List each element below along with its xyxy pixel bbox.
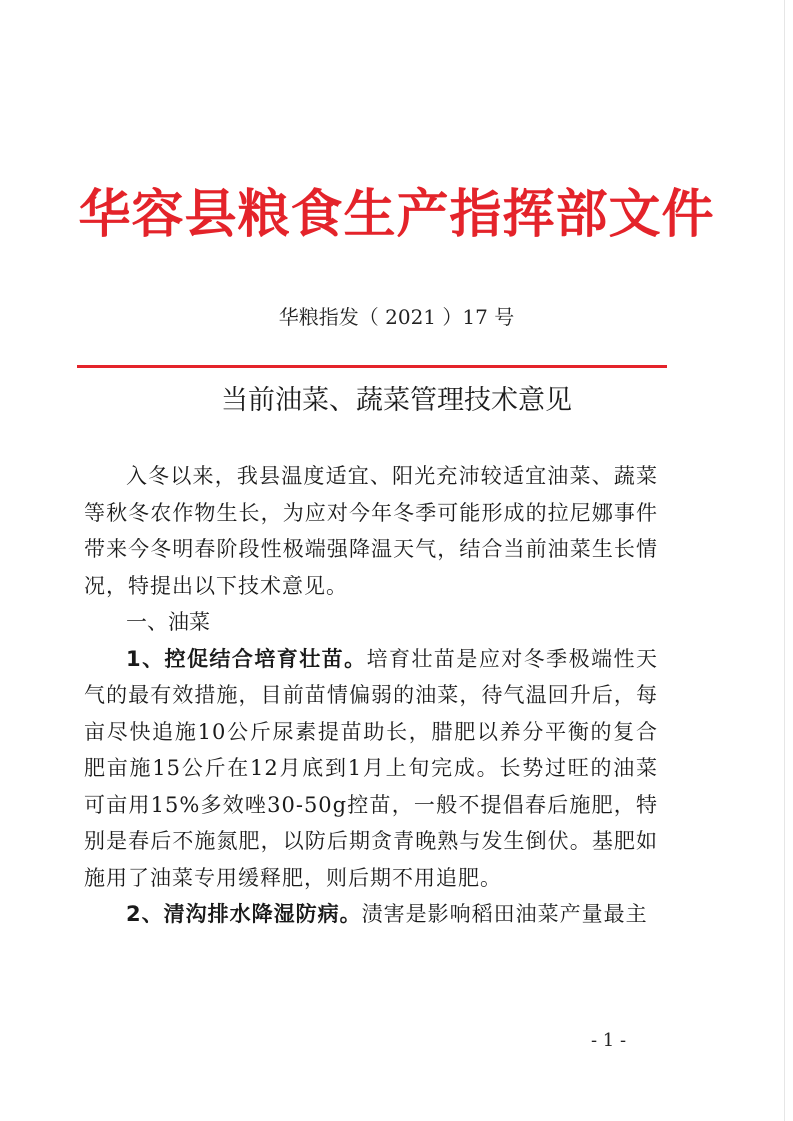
item-2-paragraph [84,896,658,933]
document-body [84,458,658,933]
header-title: 华容县粮食生产指挥部文件 [78,185,715,245]
item-2-heading: 2、清沟排水降湿防病。 [126,902,362,926]
section-heading-rapeseed: 一、油菜 [126,610,210,634]
page-edge-shadow [784,0,785,1121]
document-number: 华粮指发（ 2021 ）17 号 [278,305,515,329]
item-2-text: 渍害是影响稻田油菜产量最主 [361,902,648,926]
item-1-text: 培育壮苗是应对冬季极端性天气的最有效措施，目前苗情偏弱的油菜，待气温回升后，每亩尽快追施10公斤尿素提苗助长，腊肥以养分平衡的复合肥亩施15公斤在12月底到1月上旬完成。长势过旺的油菜可亩用15%多效唑30-50g控苗，一般不提倡春后施肥，特别是春后不施氮肥，以防后期贪青晚熟与发生倒伏。基肥如施用了油菜专用缓释肥，则后期不用追肥。 [84,646,658,890]
document-title: 当前油菜、蔬菜管理技术意见 [221,385,572,416]
item-1-heading: 1、控促结合培育壮苗。 [126,646,367,671]
red-divider-line [77,365,667,368]
item-1-paragraph [84,641,658,897]
intro-paragraph: 入冬以来，我县温度适宜、阳光充沛较适宜油菜、蔬菜等秋冬农作物生长，为应对今年冬季可能形成的拉尼娜事件带来今冬明春阶段性极端强降温天气，结合当前油菜生长情况，特提出以下技术意见。 [84,464,658,598]
page-number: - 1 - [591,1030,627,1051]
